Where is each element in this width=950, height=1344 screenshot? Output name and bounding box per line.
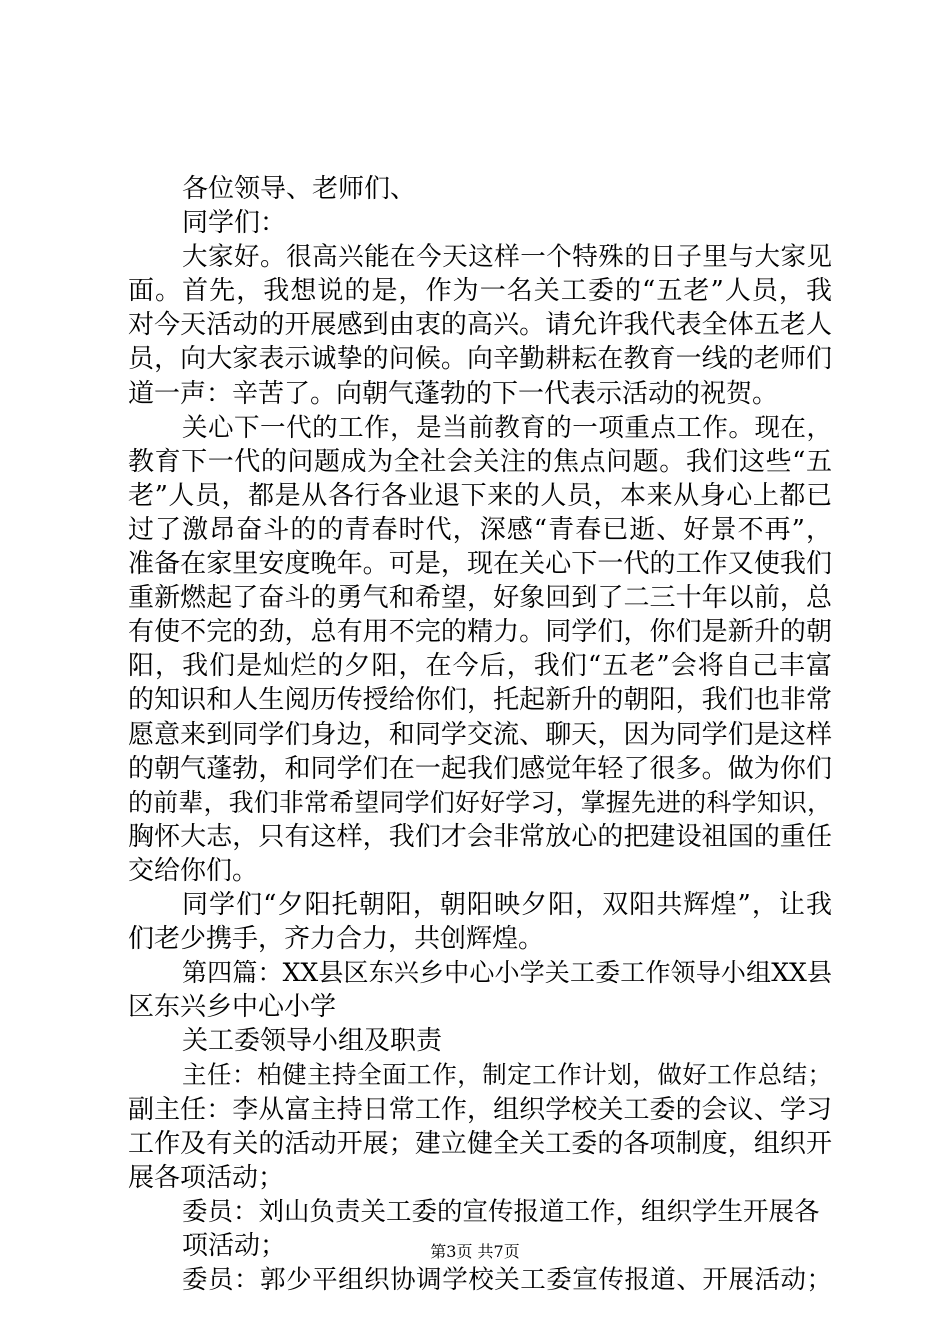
text-line: 的知识和人生阅历传授给你们，托起新升的朝阳，我们也非常: [128, 685, 832, 716]
text-line: 区东兴乡中心小学: [128, 992, 337, 1023]
text-line: 过了激昂奋斗的的青春时代，深感“青春已逝、好景不再”，: [128, 514, 832, 545]
text-line: 重新燃起了奋斗的勇气和希望，好象回到了二三十年以前，总: [128, 583, 832, 614]
text-line: 各位领导、老师们、: [182, 174, 417, 204]
text-line: 的前辈，我们非常希望同学们好好学习，掌握先进的科学知识，: [128, 787, 832, 817]
text-line: 准备在家里安度晚年。可是，现在关心下一代的工作又使我们: [128, 549, 832, 580]
text-line: 大家好。很高兴能在今天这样一个特殊的日子里与大家见: [182, 242, 832, 273]
text-line: 主任：柏健主持全面工作，制定工作计划，做好工作总结；: [182, 1060, 832, 1090]
text-line: 关工委领导小组及职责: [182, 1026, 443, 1057]
text-line: 老”人员，都是从各行各业退下来的人员，本来从身心上都已: [128, 480, 832, 511]
text-line: 面。首先，我想说的是，作为一名关工委的“五老”人员，我: [128, 276, 832, 307]
text-line: 们老少携手，齐力合力，共创辉煌。: [128, 924, 545, 955]
text-line: 对今天活动的开展感到由衷的高兴。请允许我代表全体五老人: [128, 310, 832, 341]
page-footer: 第3页 共7页: [430, 1242, 520, 1261]
text-line: 愿意来到同学们身边，和同学交流、聊天，因为同学们是这样: [128, 719, 832, 750]
text-line: 阳，我们是灿烂的夕阳，在今后，我们“五老”会将自己丰富: [128, 651, 832, 682]
text-line: 教育下一代的问题成为全社会关注的焦点问题。我们这些“五: [128, 446, 832, 477]
text-line: 委员：郭少平组织协调学校关工委宣传报道、开展活动；: [182, 1265, 832, 1295]
text-line: 展各项活动；: [128, 1162, 285, 1193]
text-line: 道一声：辛苦了。向朝气蓬勃的下一代表示活动的祝贺。: [128, 378, 779, 409]
text-line: 交给你们。: [128, 855, 259, 886]
text-line: 关心下一代的工作，是当前教育的一项重点工作。现在，: [182, 412, 832, 443]
text-line: 同学们“夕阳托朝阳，朝阳映夕阳，双阳共辉煌”，让我: [182, 889, 832, 920]
text-line: 第四篇：XX县区东兴乡中心小学关工委工作领导小组XX县: [182, 958, 832, 988]
text-line: 的朝气蓬勃，和同学们在一起我们感觉年轻了很多。做为你们: [128, 753, 832, 784]
text-line: 员，向大家表示诚挚的问候。向辛勤耕耘在教育一线的老师们: [128, 344, 832, 375]
text-line: 工作及有关的活动开展；建立健全关工委的各项制度，组织开: [128, 1128, 832, 1159]
text-line: 同学们：: [182, 208, 287, 239]
document-body: [128, 172, 832, 1297]
text-line: 副主任：李从富主持日常工作，组织学校关工委的会议、学习: [128, 1094, 832, 1125]
text-line: 胸怀大志，只有这样，我们才会非常放心的把建设祖国的重任: [128, 821, 832, 852]
text-line: 项活动；: [182, 1230, 287, 1261]
text-line: 有使不完的劲，总有用不完的精力。同学们，你们是新升的朝: [128, 617, 832, 648]
text-line: 委员：刘山负责关工委的宣传报道工作，组织学生开展各: [182, 1196, 820, 1227]
